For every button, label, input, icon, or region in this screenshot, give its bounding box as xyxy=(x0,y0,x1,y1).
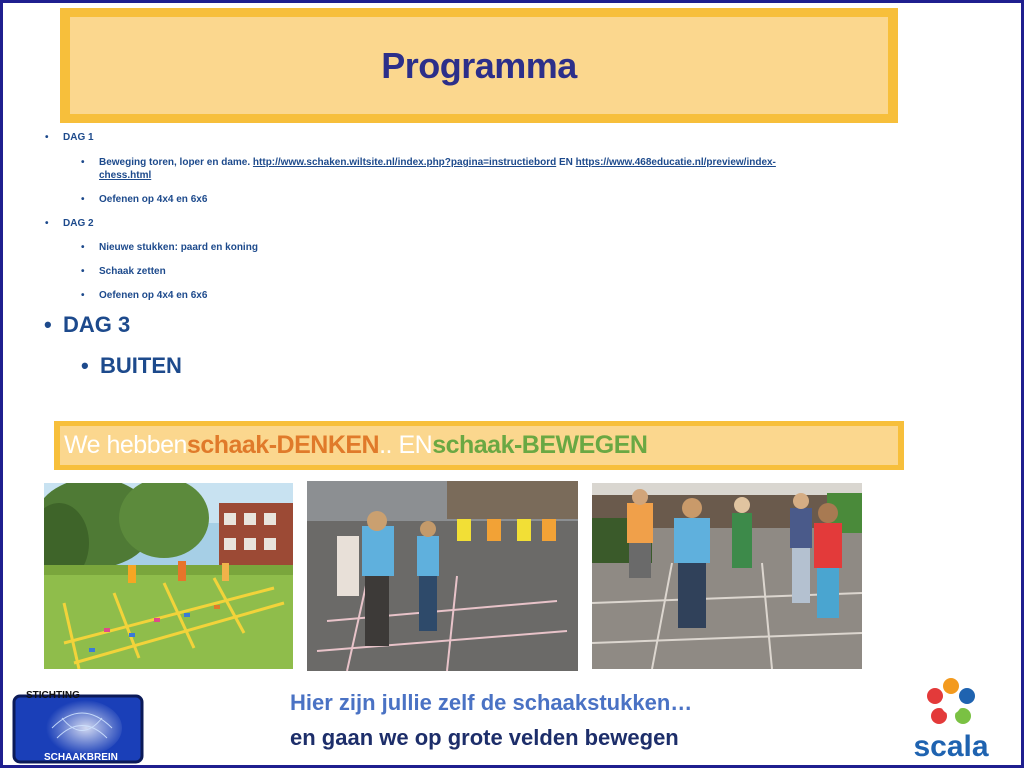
slide-title: Programma xyxy=(381,44,577,86)
banner-bewegen: schaak-BEWEGEN xyxy=(432,431,648,459)
link-instructiebord[interactable]: http://www.schaken.wiltsite.nl/index.php?pagina=instructiebord xyxy=(252,157,557,168)
bullet-icon: • xyxy=(81,242,85,253)
list-item-text: DAG 1 xyxy=(63,132,94,143)
banner-box xyxy=(54,421,904,470)
list-item-text: DAG 2 xyxy=(63,218,94,229)
list-item-dag3 xyxy=(44,312,131,338)
photo-playground xyxy=(307,481,578,671)
list-item-buiten xyxy=(81,353,182,379)
bullet-icon: • xyxy=(81,157,85,168)
list-item-dag2 xyxy=(45,217,94,230)
logo-bottom-text: SCHAAKBREIN xyxy=(44,752,118,763)
banner-text xyxy=(60,426,898,465)
brain-logo-icon xyxy=(12,688,144,764)
list-item-beweging xyxy=(81,156,841,181)
banner-part-1: We hebben xyxy=(64,431,187,459)
scala-logo-icon xyxy=(900,676,1002,732)
bullet-icon: • xyxy=(81,194,85,205)
schaakbrein-logo xyxy=(12,688,144,764)
bullet-icon: • xyxy=(81,266,85,277)
footer-line-2: en gaan we op grote velden bewegen xyxy=(290,725,679,750)
bullet-icon: • xyxy=(81,353,89,378)
banner-denken: schaak-DENKEN xyxy=(186,431,380,459)
scala-logo-text: scala xyxy=(913,730,989,763)
list-item-text: DAG 3 xyxy=(63,312,131,337)
banner-part-3: .. EN xyxy=(379,431,433,459)
list-item-text-en: EN xyxy=(556,157,576,168)
list-item-oefenen-1 xyxy=(81,193,208,206)
bullet-icon: • xyxy=(45,132,49,143)
list-item-text: Oefenen op 4x4 en 6x6 xyxy=(99,194,208,205)
link-468educatie-cont[interactable]: chess.html xyxy=(99,170,152,181)
footer-line-1: Hier zijn jullie zelf de schaakstukken… xyxy=(290,690,693,715)
bullet-icon: • xyxy=(44,312,52,337)
link-468educatie[interactable]: https://www.468educatie.nl/preview/index- xyxy=(575,157,776,168)
logo-top-text: STICHTING xyxy=(26,690,80,701)
title-box xyxy=(60,8,898,123)
title-inner xyxy=(70,17,888,114)
list-item-nieuwe-stukken xyxy=(81,241,258,254)
bullet-icon: • xyxy=(81,290,85,301)
list-item-oefenen-2 xyxy=(81,289,208,302)
bullet-icon: • xyxy=(45,218,49,229)
list-item-dag1 xyxy=(45,131,94,144)
scala-logo xyxy=(900,676,1002,764)
photo-kids-standing xyxy=(592,483,862,669)
photo-grass-field xyxy=(44,483,293,669)
list-item-text: Schaak zetten xyxy=(99,266,166,277)
list-item-text: Beweging toren, loper en dame. xyxy=(99,157,253,168)
list-item-text: BUITEN xyxy=(100,353,182,378)
list-item-schaak-zetten xyxy=(81,265,166,278)
list-item-text: Oefenen op 4x4 en 6x6 xyxy=(99,290,208,301)
list-item-text: Nieuwe stukken: paard en koning xyxy=(99,242,258,253)
